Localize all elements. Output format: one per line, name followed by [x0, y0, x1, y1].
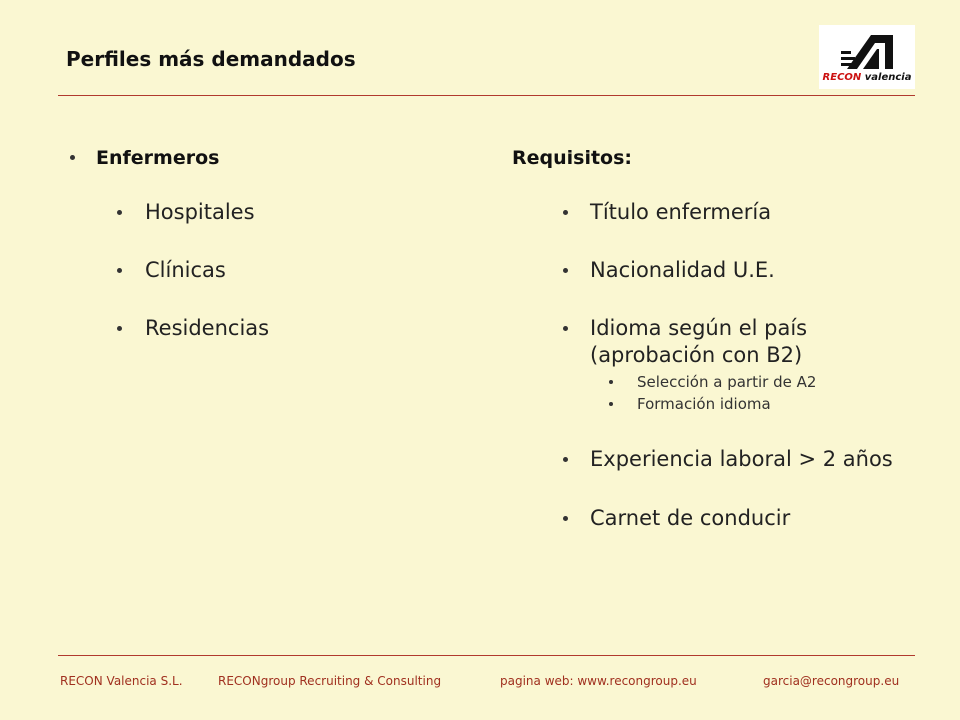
recon-logo-mark-icon	[841, 31, 897, 71]
recon-logo	[819, 25, 915, 89]
list-item: Idioma según el país	[590, 316, 808, 340]
footer-website[interactable]: pagina web: www.recongroup.eu	[500, 674, 697, 688]
sub-list-item: Formación idioma	[637, 395, 771, 413]
list-item: Hospitales	[145, 200, 255, 224]
bullet-icon	[563, 516, 568, 521]
list-item: Experiencia laboral > 2 años	[590, 447, 893, 471]
bullet-icon	[563, 326, 568, 331]
bullet-icon	[70, 155, 75, 160]
bullet-icon	[117, 326, 122, 331]
footer-company: RECON Valencia S.L.	[60, 674, 183, 688]
sub-bullet-icon	[609, 402, 613, 406]
profile-heading: Enfermeros	[96, 147, 220, 169]
footer-divider	[58, 655, 915, 656]
footer-email[interactable]: garcia@recongroup.eu	[763, 674, 900, 688]
sub-bullet-icon	[609, 380, 613, 384]
bullet-icon	[563, 457, 568, 462]
footer-group: RECONgroup Recruiting & Consulting	[218, 674, 442, 688]
list-item: Nacionalidad U.E.	[590, 258, 775, 282]
list-item: Título enfermería	[590, 200, 772, 224]
header-divider	[58, 95, 915, 96]
bullet-icon	[117, 210, 122, 215]
bullet-icon	[117, 268, 122, 273]
list-item: Clínicas	[145, 258, 226, 282]
bullet-icon	[563, 210, 568, 215]
bullet-icon	[563, 268, 568, 273]
logo-wordmark: RECON valencia	[822, 72, 912, 83]
page-title: Perfiles más demandados	[66, 47, 356, 71]
list-item-continuation: (aprobación con B2)	[590, 343, 803, 367]
list-item: Residencias	[145, 316, 270, 340]
list-item: Carnet de conducir	[590, 506, 791, 530]
requirements-heading: Requisitos:	[512, 147, 633, 169]
sub-list-item: Selección a partir de A2	[637, 373, 817, 391]
